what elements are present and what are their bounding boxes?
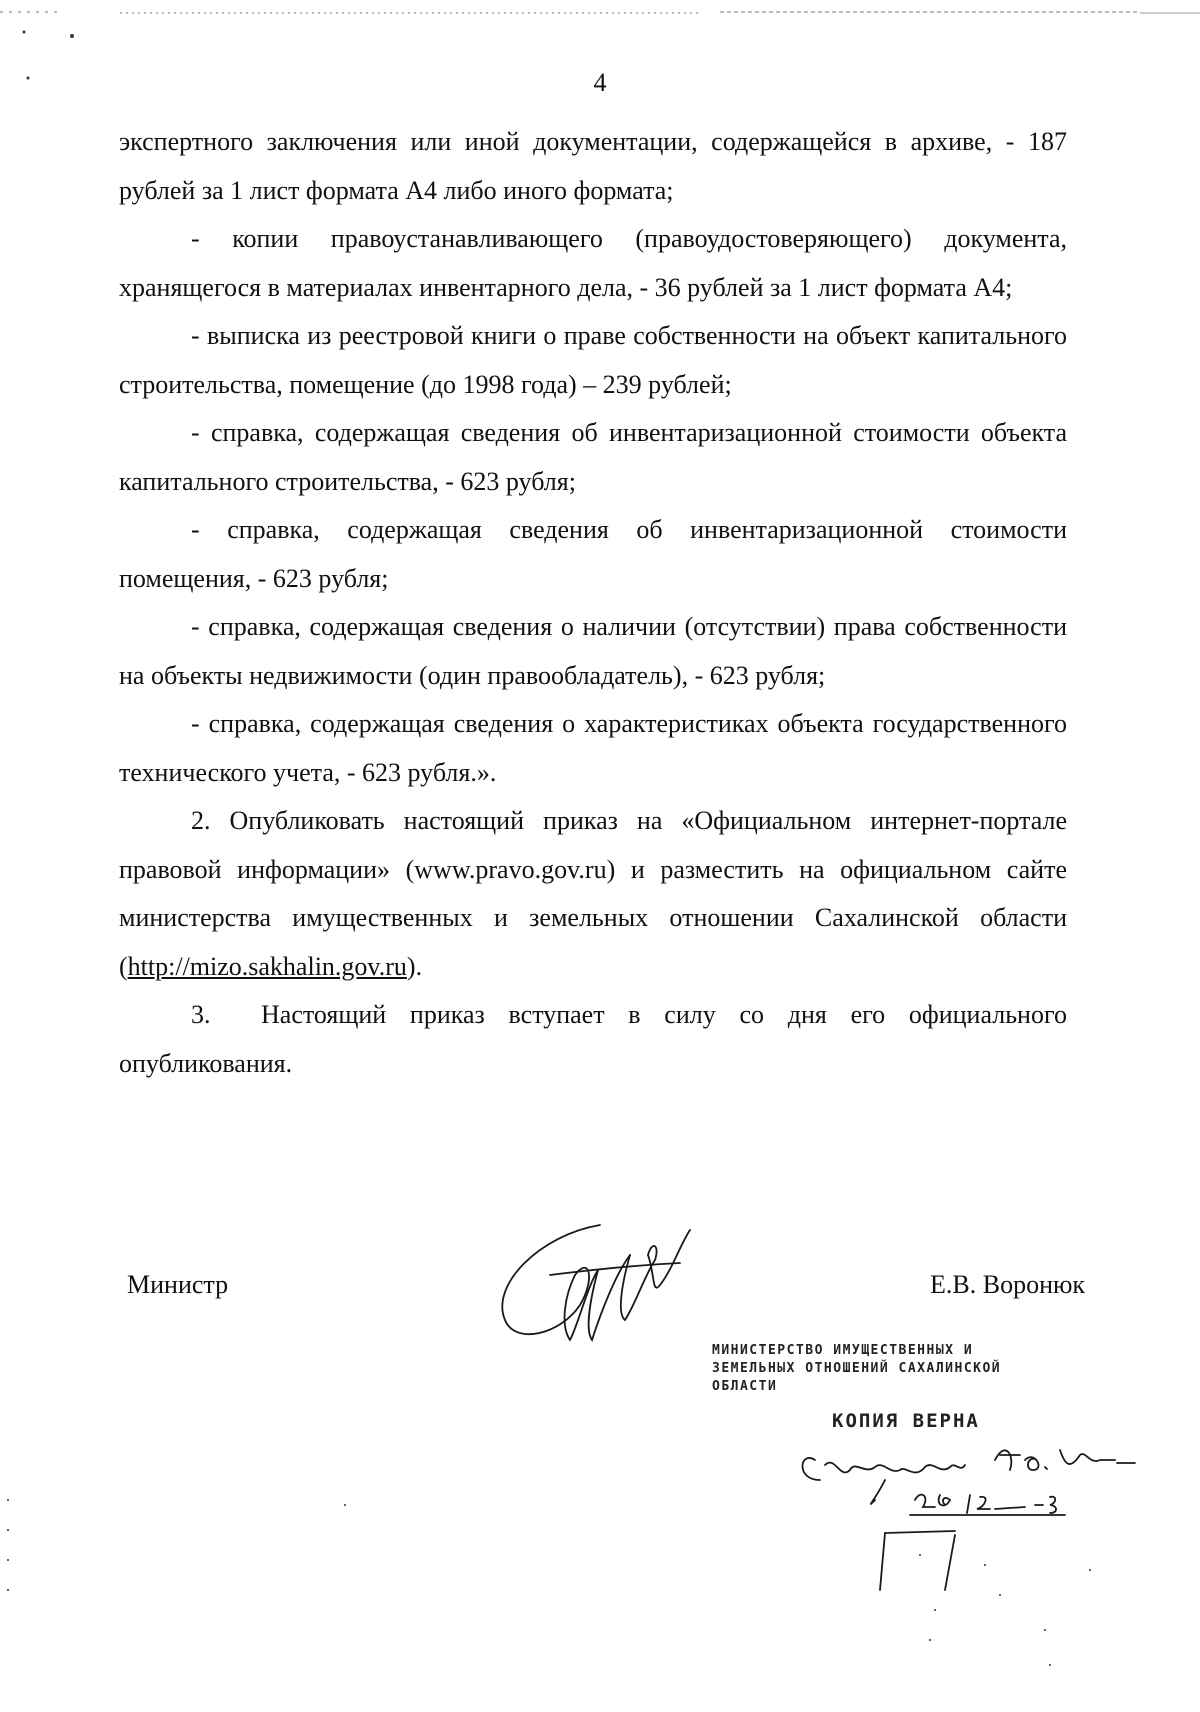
paragraph-registry-extract: - выписка из реестровой книги о праве собственности на объект капитального строительства, помещение (до 1998 года) – 239 рублей;	[119, 321, 1067, 399]
paragraph-continuation: экспертного заключения или иной документации, содержащейся в архиве, - 187 рублей за 1 лист формата А4 либо иного формата;	[119, 127, 1067, 205]
scan-edge-noise	[0, 0, 1200, 26]
ministry-stamp	[712, 1342, 1082, 1396]
signature-icon	[480, 1215, 720, 1355]
publication-suffix: ).	[406, 951, 423, 981]
item-number: 3.	[191, 1000, 211, 1029]
minister-name: Е.В. Воронюк	[930, 1270, 1086, 1299]
certified-copy-label: КОПИЯ ВЕРНА	[832, 1410, 980, 1432]
paragraph-certificate-premises-value: - справка, содержащая сведения об инвентаризационной стоимости помещения, - 623 рубля;	[119, 515, 1067, 593]
paragraph-certificate-object-value: - справка, содержащая сведения об инвентаризационной стоимости объекта капитального строительства, - 623 рубля;	[119, 418, 1067, 496]
stamp-organization: МИНИСТЕРСТВО ИМУЩЕСТВЕННЫХ И ЗЕМЕЛЬНЫХ ОТНОШЕНИЙ САХАЛИНСКОЙ ОБЛАСТИ	[712, 1343, 1002, 1394]
paragraph-certificate-ownership: - справка, содержащая сведения о наличии (отсутствии) права собственности на объекты недвижимости (один правообладатель), - 623 рубля;	[119, 612, 1067, 690]
ministry-website-link[interactable]: http://mizo.sakhalin.gov.ru	[127, 951, 407, 981]
publication-text: 2. Опубликовать настоящий приказ на «Официальном интернет-портале правовой информации» (www.pravo.gov.ru) и разместить на официальном сайте министерства имущественных и земельных отношении Сахалинской области (	[119, 806, 1067, 981]
paragraph-certificate-characteristics: - справка, содержащая сведения о характеристиках объекта государственного технического учета, - 623 рубля.».	[119, 709, 1067, 787]
paragraph-title-copy: - копии правоустанавливающего (правоудостоверяющего) документа, хранящегося в материалах инвентарного дела, - 36 рублей за 1 лист формата А4;	[119, 224, 1067, 302]
handwritten-certification-icon	[795, 1425, 1175, 1595]
document-body	[119, 118, 1067, 1088]
effective-date-text: Настоящий приказ вступает в силу со дня его официального опубликования.	[119, 1000, 1067, 1078]
page-number: 4	[593, 68, 607, 97]
paragraph-effective-date	[119, 991, 1067, 1088]
minister-title: Министр	[127, 1270, 229, 1299]
paragraph-publication	[119, 797, 1067, 991]
